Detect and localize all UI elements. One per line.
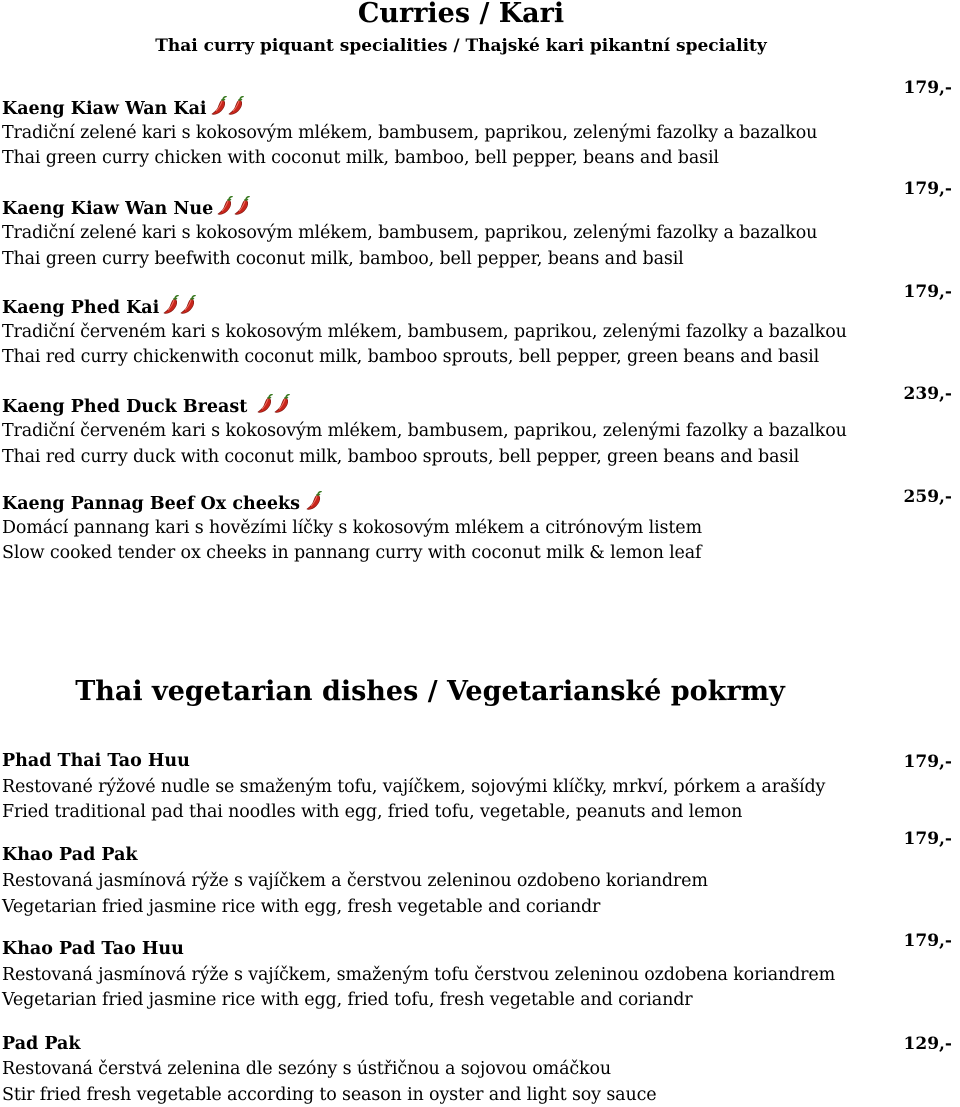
item-description-cz: Restované rýžové nudle se smaženým tofu, vajíčkem, sojovými klíčky, mrkví, pórkem a arašídy	[2, 777, 826, 797]
item-description-cz: Restovaná jasmínová rýže s vajíčkem a čerstvou zeleninou ozdobeno koriandrem	[2, 871, 708, 891]
item-description-en: Fried traditional pad thai noodles with egg, fried tofu, vegetable, peanuts and lemon	[2, 802, 743, 822]
item-description-en: Vegetarian fried jasmine rice with egg, fried tofu, fresh vegetable and coriandr	[2, 990, 693, 1010]
item-description-cz: Restovaná jasmínová rýže s vajíčkem, smaženým tofu čerstvou zeleninou ozdobena koriandrem	[2, 965, 836, 985]
chili-pepper-icon	[211, 96, 245, 122]
item-name: Kaeng Phed Duck Breast	[2, 397, 248, 417]
item-name: Phad Thai Tao Huu	[2, 751, 190, 771]
item-price: 179,-	[903, 829, 952, 849]
item-price: 179,-	[903, 179, 952, 199]
chili-pepper-icon	[217, 196, 251, 222]
item-name: Pad Pak	[2, 1034, 81, 1054]
item-price: 259,-	[903, 487, 952, 507]
item-description-en: Slow cooked tender ox cheeks in pannang curry with coconut milk & lemon leaf	[2, 543, 702, 563]
section-title-vegetarian: Thai vegetarian dishes / Vegetarianské pokrmy	[75, 676, 785, 707]
item-description-cz: Tradiční zelené kari s kokosovým mlékem, bambusem, paprikou, zelenými fazolky a bazalkou	[2, 223, 818, 243]
item-description-en: Stir fried fresh vegetable according to season in oyster and light soy sauce	[2, 1085, 657, 1105]
item-name: Khao Pad Pak	[2, 845, 138, 865]
item-price: 239,-	[903, 384, 952, 404]
item-description-en: Thai red curry chickenwith coconut milk, bamboo sprouts, bell pepper, green beans and basil	[2, 347, 820, 367]
chili-pepper-icon	[163, 295, 197, 321]
item-name: Kaeng Kiaw Wan Nue	[2, 199, 214, 219]
section-subtitle-curries: Thai curry piquant specialities / Thajské kari pikantní speciality	[155, 36, 767, 56]
chili-pepper-icon	[257, 394, 291, 420]
item-name: Kaeng Kiaw Wan Kai	[2, 99, 207, 119]
item-price: 179,-	[903, 78, 952, 98]
item-description-cz: Tradiční červeném kari s kokosovým mlékem, bambusem, paprikou, zelenými fazolky a bazalkou	[2, 421, 847, 441]
item-description-en: Thai green curry beefwith coconut milk, bamboo, bell pepper, beans and basil	[2, 249, 684, 269]
item-description-cz: Domácí pannang kari s hovězími líčky s kokosovým mlékem a citrónovým listem	[2, 518, 702, 538]
item-price: 179,-	[903, 752, 952, 772]
item-name: Kaeng Pannag Beef Ox cheeks	[2, 494, 300, 514]
item-description-cz: Tradiční červeném kari s kokosovým mlékem, bambusem, paprikou, zelenými fazolky a bazalkou	[2, 322, 847, 342]
section-title-curries: Curries / Kari	[357, 0, 565, 29]
item-description-en: Thai green curry chicken with coconut milk, bamboo, bell pepper, beans and basil	[2, 148, 719, 168]
item-description-cz: Tradiční zelené kari s kokosovým mlékem, bambusem, paprikou, zelenými fazolky a bazalkou	[2, 123, 818, 143]
item-description-en: Vegetarian fried jasmine rice with egg, fresh vegetable and coriandr	[2, 897, 601, 917]
item-description-cz: Restovaná čerstvá zelenina dle sezóny s ústřičnou a sojovou omáčkou	[2, 1059, 611, 1079]
chili-pepper-icon	[306, 491, 323, 517]
item-description-en: Thai red curry duck with coconut milk, bamboo sprouts, bell pepper, green beans and basil	[2, 447, 800, 467]
item-price: 179,-	[903, 931, 952, 951]
item-price: 179,-	[903, 282, 952, 302]
item-price: 129,-	[903, 1034, 952, 1054]
item-name: Kaeng Phed Kai	[2, 298, 160, 318]
item-name: Khao Pad Tao Huu	[2, 939, 184, 959]
